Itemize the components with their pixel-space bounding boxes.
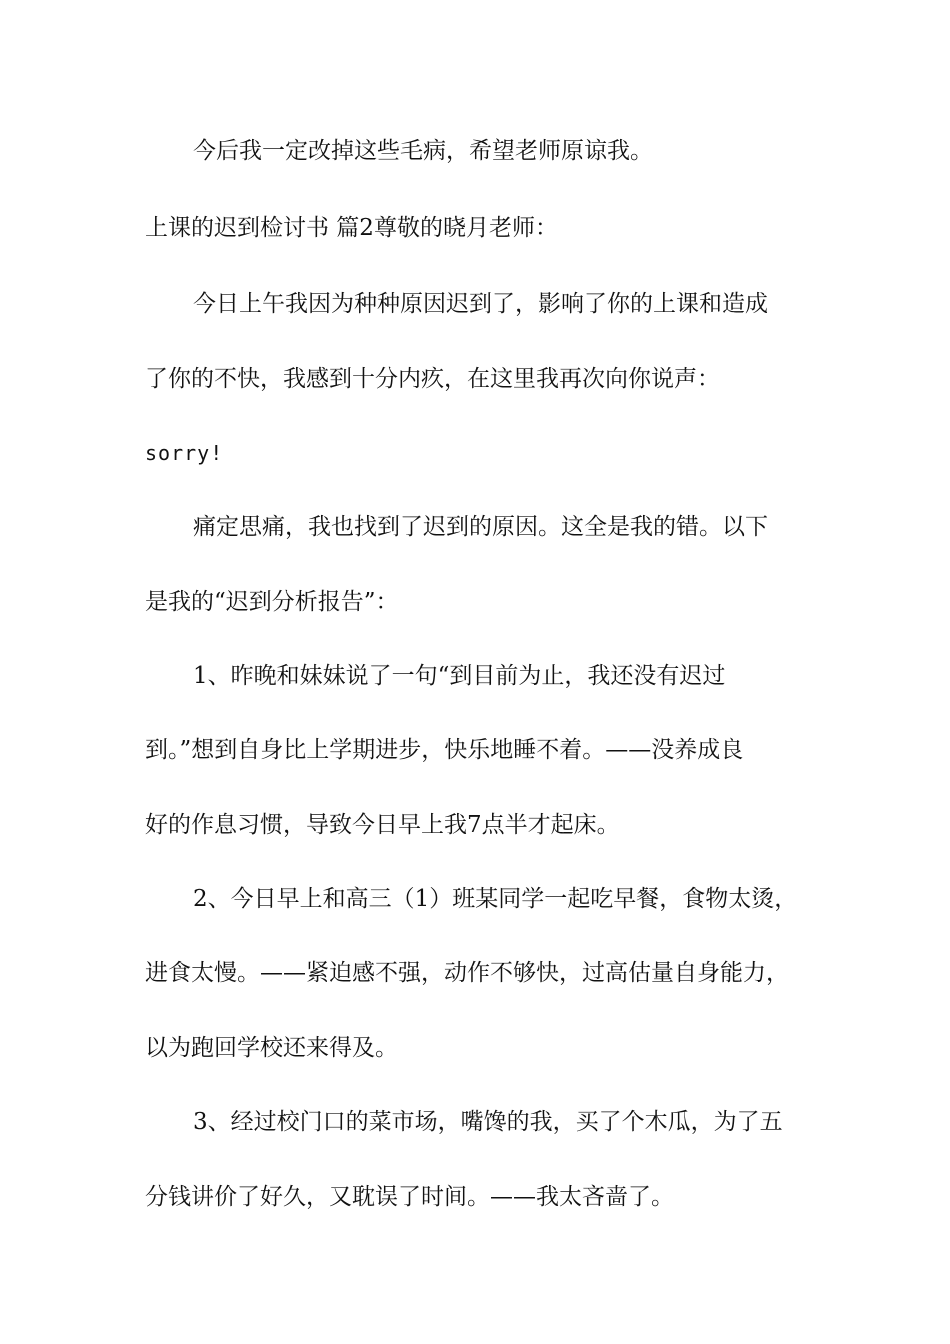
list-item-line: 好的作息习惯，导致今日早上我7点半才起床。 xyxy=(145,812,620,838)
list-item-line: 3、经过校门口的菜市场，嘴馋的我，买了个木瓜，为了五 xyxy=(193,1109,783,1135)
list-item-line: 进食太慢。——紧迫感不强，动作不够快，过高估量自身能力， xyxy=(145,960,789,986)
list-item-line: 1、昨晚和妹妹说了一句“到目前为止，我还没有迟过 xyxy=(193,663,726,689)
paragraph-line: 痛定思痛，我也找到了迟到的原因。这全是我的错。以下 xyxy=(193,514,768,540)
section-heading: 上课的迟到检讨书 篇2尊敬的晓月老师： xyxy=(145,215,558,241)
list-item-line: 以为跑回学校还来得及。 xyxy=(145,1035,398,1061)
list-item-line: 分钱讲价了好久，又耽误了时间。——我太吝啬了。 xyxy=(145,1184,674,1210)
paragraph-line: 了你的不快，我感到十分内疚，在这里我再次向你说声： xyxy=(145,366,720,392)
paragraph-line: 今日上午我因为种种原因迟到了，影响了你的上课和造成 xyxy=(193,291,768,317)
list-item-line: 2、今日早上和高三（1）班某同学一起吃早餐，食物太烫， xyxy=(193,886,798,912)
paragraph-line: 是我的“迟到分析报告”： xyxy=(145,589,399,615)
paragraph-line: sorry! xyxy=(145,441,224,465)
paragraph-line: 今后我一定改掉这些毛病，希望老师原谅我。 xyxy=(193,138,653,164)
list-item-line: 到。”想到自身比上学期进步，快乐地睡不着。——没养成良 xyxy=(145,737,744,763)
